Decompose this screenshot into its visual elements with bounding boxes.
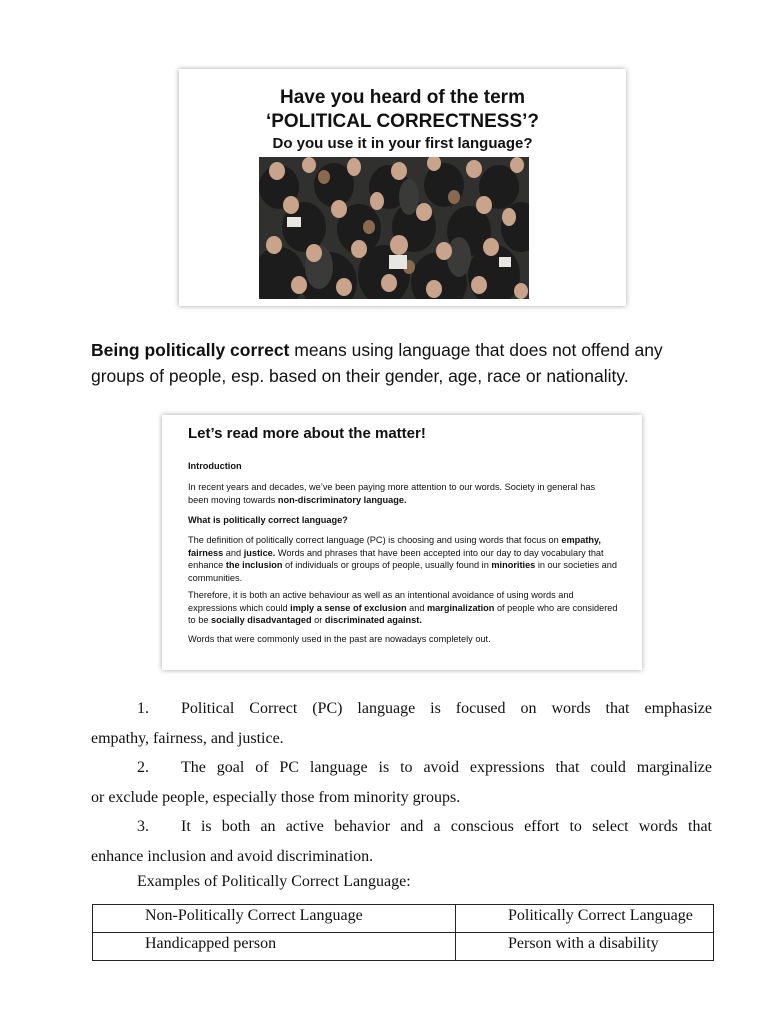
list-text-line2: enhance inclusion and avoid discrimination. [91, 847, 374, 865]
list-number: 3. [137, 818, 149, 835]
list-number: 2. [137, 759, 149, 776]
list-text-line1: It is both an active behavior and a conscious effort to select words that [181, 818, 712, 835]
examples-heading: Examples of Politically Correct Language: [137, 873, 411, 890]
definition-rest: means using language that does not offend any groups of people, esp. based on their gender, age, race or nationality. [91, 340, 663, 386]
article-title: Let’s read more about the matter! [188, 425, 426, 442]
therefore-text: Therefore, it is both an active behaviour as well as an intentional avoidance of using words and expressions which could imply a sense of exclusion and marginalization of people who are considered to be socially disadvantaged or discriminated against. [188, 590, 618, 625]
list-item [91, 753, 712, 812]
definition-paragraph [91, 337, 721, 389]
header-cell: Politically Correct Language [456, 905, 714, 933]
poster-line-1: Have you heard of the term [280, 87, 525, 108]
poster-line-2: ‘POLITICAL CORRECTNESS’? [265, 111, 540, 132]
list-item [91, 694, 712, 753]
list-item [91, 812, 712, 871]
table-row [93, 933, 714, 961]
table-cell: Person with a disability [456, 933, 714, 961]
table-header-row [93, 905, 714, 933]
list-text-line1: Political Correct (PC) language is focused on words that emphasize [181, 700, 712, 717]
political-correctness-poster [179, 69, 626, 306]
list-text-line2: empathy, fairness, and justice. [91, 729, 284, 747]
list-text-line2: or exclude people, especially those from minority groups. [91, 788, 461, 806]
definition-text: The definition of politically correct language (PC) is choosing and using words that focus on empathy, fairness and justice. Words and phrases that have been accepted into our day to day vocabulary that enhance the inclusion of individuals or groups of people, usually found in minorities in our societies and communities. [188, 535, 618, 583]
poster-line-3: Do you use it in your first language? [272, 135, 533, 152]
definition-bold: Being politically correct [91, 340, 290, 360]
intro-heading: Introduction [188, 461, 242, 471]
header-cell: Non-Politically Correct Language [93, 905, 456, 933]
table-cell: Handicapped person [93, 933, 456, 961]
list-text-line1: The goal of PC language is to avoid expressions that could marginalize [181, 759, 712, 776]
examples-table [92, 904, 714, 961]
closing-text: Words that were commonly used in the past are nowadays completely out. [188, 634, 491, 644]
intro-text: In recent years and decades, we’ve been paying more attention to our words. Society in general has been moving towards non-discriminatory language. [188, 482, 596, 505]
list-number: 1. [137, 700, 149, 717]
read-more-article-image [162, 415, 642, 670]
crowd-photo [259, 157, 529, 299]
what-heading: What is politically correct language? [188, 515, 348, 525]
